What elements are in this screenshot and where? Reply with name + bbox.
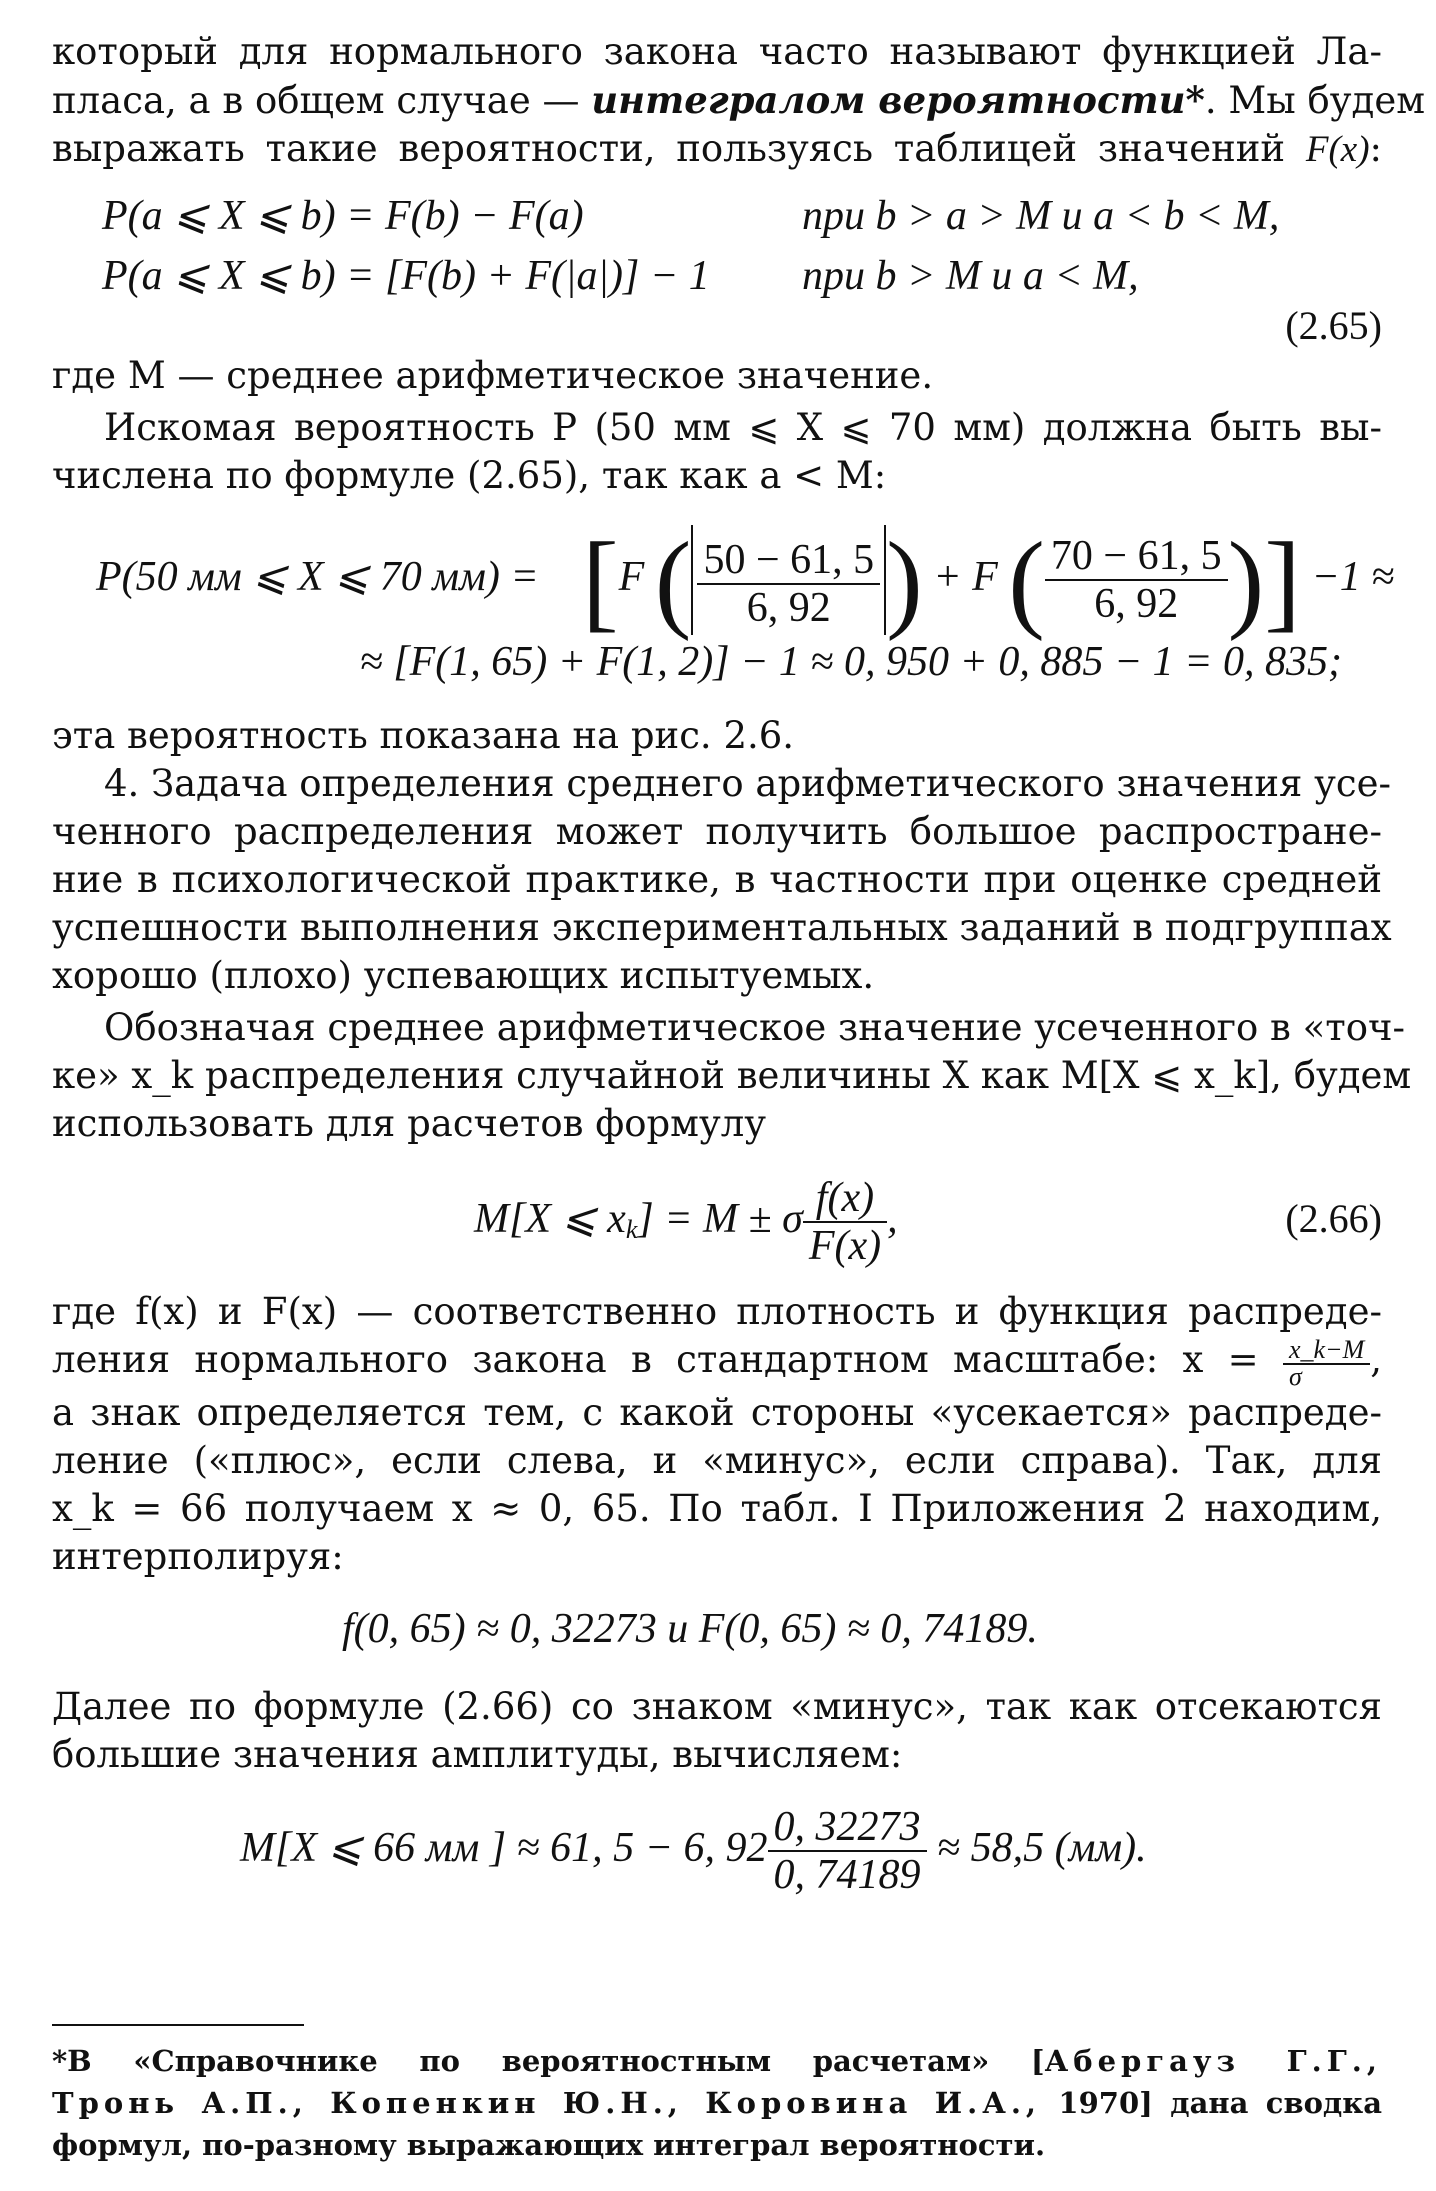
formula-values: f(0, 65) ≈ 0, 32273 и F(0, 65) ≈ 0, 74189. bbox=[342, 1605, 1038, 1652]
paragraph-line: использовать для расчетов формулу bbox=[52, 1102, 766, 1145]
equation-number: (2.66) bbox=[1285, 1196, 1382, 1241]
paragraph-line: ление («плюс», если слева, и «минус», если справа). Так, для bbox=[52, 1438, 1382, 1482]
emphasis-term: интегралом вероятности* bbox=[591, 78, 1205, 122]
paragraph-line: ченного распределения может получить большое распростране- bbox=[52, 810, 1382, 853]
paragraph-line: пласа, а в общем случае — интегралом вероятности*. Мы будем bbox=[52, 78, 1425, 122]
formula-calculation-line2: ≈ [F(1, 65) + F(1, 2)] − 1 ≈ 0, 950 + 0, 885 − 1 = 0, 835; bbox=[359, 639, 1342, 685]
paragraph-line: выражать такие вероятности, пользуясь таблицей значений F(x): bbox=[52, 127, 1382, 170]
paragraph-line: ние в психологической практике, в частности при оценке средней bbox=[52, 858, 1382, 901]
paragraph-line: Обозначая среднее арифметическое значение усеченного в «точ- bbox=[104, 1006, 1405, 1049]
paragraph-line: где f(x) и F(x) — соответственно плотность и функция распреде- bbox=[52, 1290, 1382, 1333]
formula-2-65-row2: P(a ⩽ X ⩽ b) = [F(b) + F(|a|)] − 1 при b > M и a < M, bbox=[102, 253, 1139, 299]
equation-number: (2.65) bbox=[1285, 303, 1382, 348]
formula-calculation: P(50 мм ⩽ X ⩽ 70 мм) = [F ( $\frac{50 - 61, 5}{6, 92}$ ) + F ( $\frac{70 - 61, 5}{6, 92}$ )] −1 ≈ bbox=[96, 519, 1395, 642]
page-body bbox=[52, 28, 1425, 1901]
footnote: *В «Справочнике по вероятностным расчетам» [Абергауз Г.Г., Тронь А.П., Копенкин Ю.Н., Коровина И.А., 1970] дана сводка формул, по-разному выражающих интеграл вероятности. bbox=[52, 2044, 1382, 2162]
paragraph-line: ке» x_k распределения случайной величины X как M[X ⩽ x_k], будем bbox=[52, 1054, 1412, 1097]
paragraph-line: успешности выполнения экспериментальных заданий в подгруппах bbox=[52, 906, 1392, 949]
paragraph-line: интерполируя: bbox=[52, 1534, 344, 1578]
fraction: $\frac{f(x)}{F(x)}$ bbox=[803, 1175, 887, 1269]
footnote-rule bbox=[52, 2024, 304, 2026]
formula-2-65-row1: P(a ⩽ X ⩽ b) = F(b) − F(a) при b > a > M и a < b < M, bbox=[102, 193, 1280, 239]
fraction: $\frac{70 - 61, 5}{6, 92}$ bbox=[1045, 533, 1228, 627]
paragraph-line: большие значения амплитуды, вычисляем: bbox=[52, 1732, 903, 1776]
fraction: $\frac{x\_k-M}{\sigma}$ bbox=[1283, 1337, 1370, 1389]
fraction: $\frac{50 - 61, 5}{6, 92}$ bbox=[697, 537, 880, 631]
fraction: $\frac{0, 32273}{0, 74189}$ bbox=[768, 1804, 927, 1898]
paragraph-line: где M — среднее арифметическое значение. bbox=[52, 354, 934, 397]
paragraph-line: числена по формуле (2.65), так как a < M: bbox=[52, 454, 887, 497]
paragraph-line: хорошо (плохо) успевающих испытуемых. bbox=[52, 954, 875, 997]
paragraph-line: а знак определяется тем, с какой стороны «усекается» распреде- bbox=[52, 1390, 1382, 1434]
paragraph-line: x_k = 66 получаем x ≈ 0, 65. По табл. I Приложения 2 находим, bbox=[52, 1486, 1382, 1530]
paragraph-line: ления нормального закона в стандартном масштабе: x = $\frac{x\_k-M}{\sigma}$ , bbox=[52, 1334, 1382, 1391]
paragraph-line: 4. Задача определения среднего арифметического значения усе- bbox=[104, 762, 1392, 805]
paragraph-line: эта вероятность показана на рис. 2.6. bbox=[52, 714, 795, 757]
formula-final: M[X ⩽ 66 мм ] ≈ 61, 5 − 6, 92 $\frac{0, 32273}{0, 74189}$ ≈ 58,5 (мм). bbox=[240, 1803, 1147, 1898]
paragraph-line: который для нормального закона часто называют функцией Ла- bbox=[52, 30, 1382, 73]
paragraph-line: Далее по формуле (2.66) со знаком «минус», так как отсекаются bbox=[52, 1684, 1382, 1728]
formula-2-66: M[X ⩽ $x_k] = M \pm \sigma$ $\frac{f(x)}{F(x)}$ , (2.66) bbox=[52, 1166, 1382, 1272]
paragraph-line: Искомая вероятность P (50 мм ⩽ X ⩽ 70 мм) должна быть вы- bbox=[104, 406, 1382, 449]
